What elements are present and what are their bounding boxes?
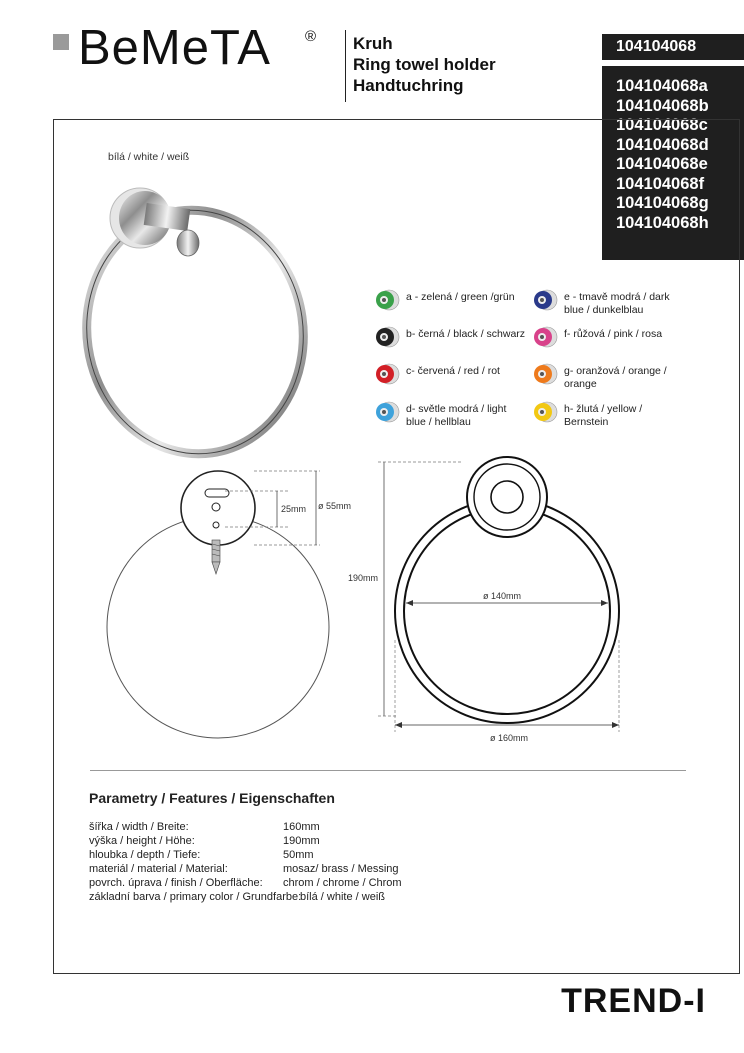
brand-logo: BeMeTA	[78, 21, 271, 75]
feature-value: bílá / white / weiß	[300, 891, 385, 903]
variant-a: a - zelená / green /grün	[374, 289, 526, 311]
dim-height: 190mm	[348, 573, 379, 583]
series-name: TREND-I	[561, 982, 706, 1020]
feature-label: šířka / width / Breite:	[89, 821, 189, 833]
image-caption: bílá / white / weiß	[108, 151, 190, 163]
dim-rosette-diameter: ø 55mm	[318, 501, 352, 511]
feature-value: chrom / chrome / Chrom	[283, 877, 402, 889]
variant-d: d- světle modrá / light blue / hellblau	[374, 401, 526, 429]
feature-label: hloubka / depth / Tiefe:	[89, 849, 201, 861]
variant-b: b- černá / black / schwarz	[374, 326, 526, 348]
feature-value: 160mm	[283, 821, 320, 833]
variant-f: f- růžová / pink / rosa	[532, 326, 684, 348]
feature-label: materiál / material / Material:	[89, 863, 228, 875]
variant-h: h- žlutá / yellow / Bernstein	[532, 401, 684, 429]
variant-e: e - tmavě modrá / dark blue / dunkelblau	[532, 289, 684, 317]
feature-label: základní barva / primary color / Grundfarbe:	[89, 891, 302, 903]
features-title: Parametry / Features / Eigenschaften	[89, 790, 335, 806]
variant-code: 104104068f	[616, 174, 705, 193]
variant-g: g- oranžová / orange / orange	[532, 363, 684, 391]
variant-code: 104104068b	[616, 96, 709, 115]
feature-label: povrch. úprava / finish / Oberfläche:	[89, 877, 263, 889]
feature-value: 190mm	[283, 835, 320, 847]
variant-code: 104104068h	[616, 213, 709, 232]
variant-code: 104104068c	[616, 116, 708, 134]
variant-code: 104104068e	[616, 155, 708, 173]
variant-code: 104104068g	[616, 194, 709, 212]
main-product-code: 104104068	[602, 34, 744, 60]
variant-c: c- červená / red / rot	[374, 363, 526, 385]
feature-value: mosaz/ brass / Messing	[283, 863, 399, 875]
registered-mark: ®	[305, 28, 317, 45]
dim-inner-diameter: ø 140mm	[483, 591, 522, 601]
variant-code: 104104068d	[616, 135, 709, 154]
feature-label: výška / height / Höhe:	[89, 835, 195, 847]
title-en: Ring towel holder	[353, 55, 496, 74]
feature-value: 50mm	[283, 849, 314, 861]
title-cz: Kruh	[353, 34, 393, 53]
title-de: Handtuchring	[353, 76, 464, 95]
section-separator	[90, 770, 686, 771]
dim-outer-diameter: ø 160mm	[490, 733, 529, 743]
dim-rosette-depth: 25mm	[281, 504, 307, 514]
variant-code: 104104068a	[616, 77, 708, 95]
